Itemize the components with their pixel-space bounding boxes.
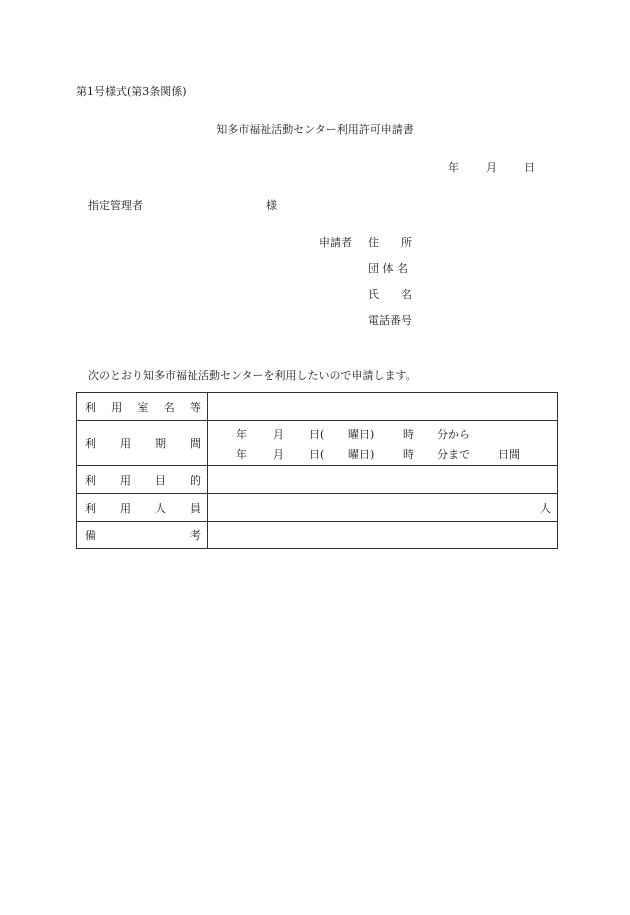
period-label-char: 期 — [155, 437, 166, 450]
purpose-label-char: 的 — [190, 473, 201, 487]
period-from-month: 月 — [273, 428, 284, 441]
period-from-weekday: 曜日) — [348, 428, 375, 441]
period-label-char: 利 — [85, 437, 96, 450]
purpose-value-cell[interactable] — [208, 466, 558, 494]
purpose-label-char: 利 — [85, 473, 96, 487]
period-from-line — [208, 423, 557, 443]
persons-unit: 人 — [540, 501, 551, 515]
applicant-name-label: 氏 名 — [368, 288, 412, 301]
remarks-label-char: 考 — [190, 529, 201, 542]
date-month: 月 — [486, 161, 497, 174]
table-row-period — [77, 421, 558, 466]
remarks-label — [77, 522, 208, 549]
period-to-day: 日( — [309, 448, 325, 461]
persons-value-cell[interactable] — [208, 494, 558, 522]
addressee-honorific: 様 — [266, 199, 277, 212]
room-label-char: 室 — [137, 400, 149, 414]
period-label — [77, 421, 208, 466]
form-number: 第1号様式(第3条関係) — [76, 85, 187, 98]
table-row-room — [77, 393, 558, 421]
application-table — [76, 392, 558, 549]
period-from-minute: 分から — [437, 428, 470, 441]
room-label-char: 利 — [85, 400, 96, 414]
purpose-label-char: 用 — [120, 473, 131, 487]
remarks-value-cell[interactable] — [208, 522, 558, 549]
period-from-year: 年 — [236, 428, 247, 441]
persons-label-char: 利 — [85, 501, 96, 515]
persons-label-char: 人 — [155, 501, 166, 515]
persons-label-char: 員 — [190, 501, 201, 515]
document-title: 知多市福祉活動センター利用許可申請書 — [216, 123, 414, 136]
persons-label — [77, 494, 208, 522]
table-row-purpose — [77, 466, 558, 494]
table-row-persons — [77, 494, 558, 522]
room-label-char: 用 — [111, 400, 123, 414]
addressee-name: 指定管理者 — [88, 199, 143, 212]
period-to-line — [208, 443, 557, 463]
date-year: 年 — [448, 161, 459, 174]
applicant-label: 申請者 — [319, 236, 352, 249]
room-label-char: 等 — [190, 400, 201, 414]
period-from-hour: 時 — [403, 428, 414, 441]
period-to-weekday: 曜日) — [348, 448, 375, 461]
period-to-hour: 時 — [403, 448, 414, 461]
purpose-label — [77, 466, 208, 494]
applicant-address-label: 住 所 — [368, 236, 412, 249]
remarks-label-char: 備 — [85, 529, 96, 542]
period-label-char: 用 — [120, 437, 131, 450]
table-row-remarks — [77, 522, 558, 549]
period-from-day: 日( — [309, 428, 325, 441]
period-value-cell[interactable] — [208, 421, 558, 466]
period-to-month: 月 — [273, 448, 284, 461]
period-to-year: 年 — [236, 448, 247, 461]
period-to-days: 日間 — [498, 448, 520, 461]
room-value-cell[interactable] — [208, 393, 558, 421]
purpose-label-char: 目 — [155, 473, 166, 487]
room-label — [77, 393, 208, 421]
period-to-minute: 分まで — [437, 448, 470, 461]
persons-label-char: 用 — [120, 501, 131, 515]
period-label-char: 間 — [190, 437, 201, 450]
date-day: 日 — [524, 161, 535, 174]
room-label-char: 名 — [163, 400, 175, 414]
applicant-phone-label: 電話番号 — [368, 314, 412, 327]
intro-text: 次のとおり知多市福祉活動センターを利用したいので申請します。 — [88, 369, 417, 382]
applicant-group-label: 団 体 名 — [368, 262, 408, 275]
